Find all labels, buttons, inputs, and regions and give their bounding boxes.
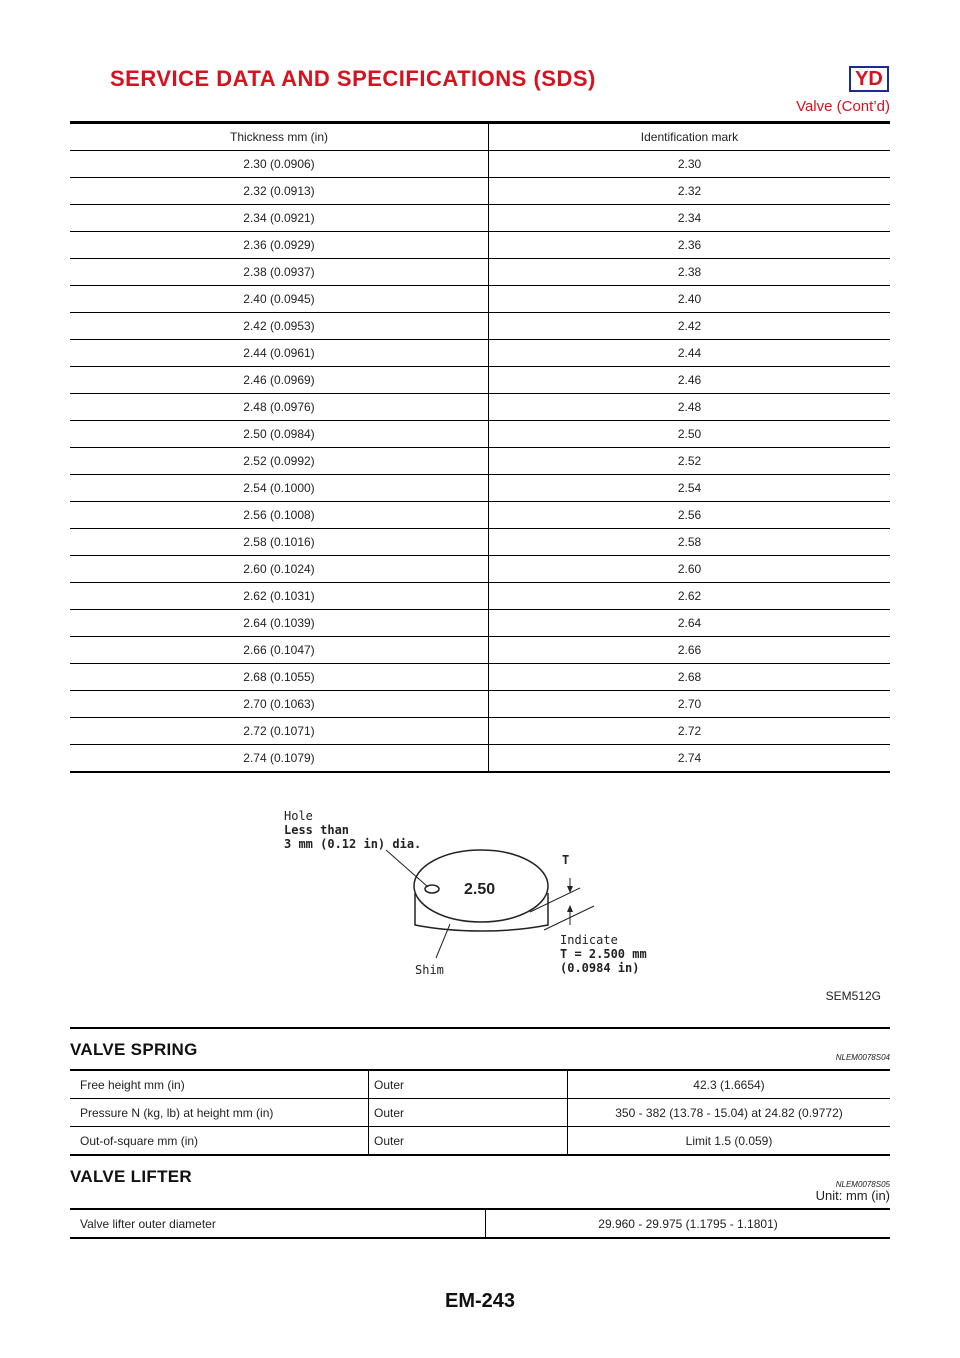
identification-mark-cell: 2.54 [489, 475, 891, 502]
page-number: EM-243 [444, 1290, 516, 1312]
thickness-cell: 2.60 (0.1024) [70, 556, 489, 583]
thickness-cell: 2.68 (0.1055) [70, 664, 489, 691]
t-label: T [562, 853, 570, 867]
spec-value: 42.3 (1.6654) [568, 1070, 891, 1099]
thickness-cell: 2.66 (0.1047) [70, 637, 489, 664]
table-row [70, 448, 890, 475]
table-row [70, 151, 890, 178]
table-row [70, 394, 890, 421]
valve-spring-table [70, 1069, 890, 1156]
unit-note: Unit: mm (in) [815, 1188, 890, 1203]
shim-label: Shim [415, 963, 444, 977]
column-header-thickness: Thickness mm (in) [70, 124, 489, 151]
page-title: SERVICE DATA AND SPECIFICATIONS (SDS) [110, 66, 596, 91]
identification-mark-cell: 2.58 [489, 529, 891, 556]
spec-value: 350 - 382 (13.78 - 15.04) at 24.82 (0.9772) [568, 1099, 891, 1127]
section-rule-valve-spring [70, 1027, 890, 1029]
shim-figure [260, 800, 680, 1000]
identification-mark-cell: 2.44 [489, 340, 891, 367]
table-row [70, 232, 890, 259]
hole-desc-2: 3 mm (0.12 in) dia. [284, 837, 422, 851]
thickness-cell: 2.58 (0.1016) [70, 529, 489, 556]
section-title-valve-lifter: VALVE LIFTER [70, 1167, 192, 1186]
thickness-cell: 2.56 (0.1008) [70, 502, 489, 529]
table-row [70, 367, 890, 394]
table-row [70, 259, 890, 286]
identification-mark-cell: 2.42 [489, 313, 891, 340]
shim-mark: 2.50 [464, 881, 496, 898]
thickness-cell: 2.54 (0.1000) [70, 475, 489, 502]
indicate-value-2: (0.0984 in) [560, 961, 640, 975]
thickness-cell: 2.38 (0.0937) [70, 259, 489, 286]
table-row [70, 664, 890, 691]
identification-mark-cell: 2.64 [489, 610, 891, 637]
thickness-cell: 2.30 (0.0906) [70, 151, 489, 178]
section-title-valve-spring: VALVE SPRING [70, 1040, 198, 1059]
thickness-cell: 2.62 (0.1031) [70, 583, 489, 610]
table-row [70, 583, 890, 610]
table-row [70, 1099, 890, 1127]
thickness-cell: 2.44 (0.0961) [70, 340, 489, 367]
table-row [70, 340, 890, 367]
table-row [70, 691, 890, 718]
table-row [70, 610, 890, 637]
table-row [70, 1070, 890, 1099]
thickness-cell: 2.64 (0.1039) [70, 610, 489, 637]
identification-mark-cell: 2.38 [489, 259, 891, 286]
table-row [70, 556, 890, 583]
thickness-cell: 2.34 (0.0921) [70, 205, 489, 232]
table-row [70, 718, 890, 745]
table-row [70, 1209, 890, 1238]
section-code-valve-lifter: NLEM0078S05 [835, 1180, 890, 1189]
spec-label: Out-of-square mm (in) [70, 1127, 369, 1156]
table-row [70, 178, 890, 205]
identification-mark-cell: 2.32 [489, 178, 891, 205]
engine-badge: YD [849, 66, 889, 92]
thickness-cell: 2.46 (0.0969) [70, 367, 489, 394]
table-row [70, 421, 890, 448]
identification-mark-cell: 2.66 [489, 637, 891, 664]
t-arrowhead-bottom [567, 905, 573, 912]
table-row [70, 502, 890, 529]
thickness-cell: 2.70 (0.1063) [70, 691, 489, 718]
table-row [70, 1127, 890, 1156]
thickness-cell: 2.74 (0.1079) [70, 745, 489, 773]
spec-label: Pressure N (kg, lb) at height mm (in) [70, 1099, 369, 1127]
table-header-row [70, 124, 890, 151]
section-code-valve-spring: NLEM0078S04 [835, 1053, 890, 1062]
shim-diagram [260, 800, 680, 1000]
identification-mark-cell: 2.60 [489, 556, 891, 583]
table-row [70, 637, 890, 664]
spec-location: Outer [369, 1099, 568, 1127]
page-subtitle: Valve (Cont’d) [796, 98, 890, 115]
thickness-cell: 2.72 (0.1071) [70, 718, 489, 745]
spec-location: Outer [369, 1127, 568, 1156]
thickness-cell: 2.36 (0.0929) [70, 232, 489, 259]
thickness-cell: 2.42 (0.0953) [70, 313, 489, 340]
identification-mark-cell: 2.40 [489, 286, 891, 313]
table-row [70, 205, 890, 232]
table-row [70, 313, 890, 340]
identification-mark-cell: 2.70 [489, 691, 891, 718]
table-row [70, 286, 890, 313]
spec-value: Limit 1.5 (0.059) [568, 1127, 891, 1156]
hole-label: Hole [284, 809, 313, 823]
identification-mark-cell: 2.34 [489, 205, 891, 232]
table-row [70, 745, 890, 773]
identification-mark-cell: 2.36 [489, 232, 891, 259]
spec-value: 29.960 - 29.975 (1.1795 - 1.1801) [486, 1209, 891, 1238]
identification-mark-cell: 2.62 [489, 583, 891, 610]
thickness-cell: 2.52 (0.0992) [70, 448, 489, 475]
identification-mark-cell: 2.74 [489, 745, 891, 773]
spec-label: Free height mm (in) [70, 1070, 369, 1099]
spec-location: Outer [369, 1070, 568, 1099]
identification-mark-cell: 2.50 [489, 421, 891, 448]
identification-mark-cell: 2.72 [489, 718, 891, 745]
identification-mark-cell: 2.56 [489, 502, 891, 529]
thickness-cell: 2.32 (0.0913) [70, 178, 489, 205]
identification-mark-cell: 2.48 [489, 394, 891, 421]
thickness-cell: 2.40 (0.0945) [70, 286, 489, 313]
shim-thickness-table [70, 124, 890, 773]
identification-mark-cell: 2.30 [489, 151, 891, 178]
hole-desc-1: Less than [284, 823, 350, 837]
thickness-cell: 2.50 (0.0984) [70, 421, 489, 448]
figure-code: SEM512G [825, 989, 881, 1003]
valve-lifter-table [70, 1208, 890, 1239]
spec-label: Valve lifter outer diameter [70, 1209, 486, 1238]
identification-mark-cell: 2.52 [489, 448, 891, 475]
identification-mark-cell: 2.68 [489, 664, 891, 691]
indicate-label: Indicate [560, 933, 618, 947]
table-row [70, 529, 890, 556]
identification-mark-cell: 2.46 [489, 367, 891, 394]
indicate-value-1: T = 2.500 mm [560, 947, 647, 961]
table-row [70, 475, 890, 502]
thickness-cell: 2.48 (0.0976) [70, 394, 489, 421]
column-header-identification-mark: Identification mark [489, 124, 891, 151]
